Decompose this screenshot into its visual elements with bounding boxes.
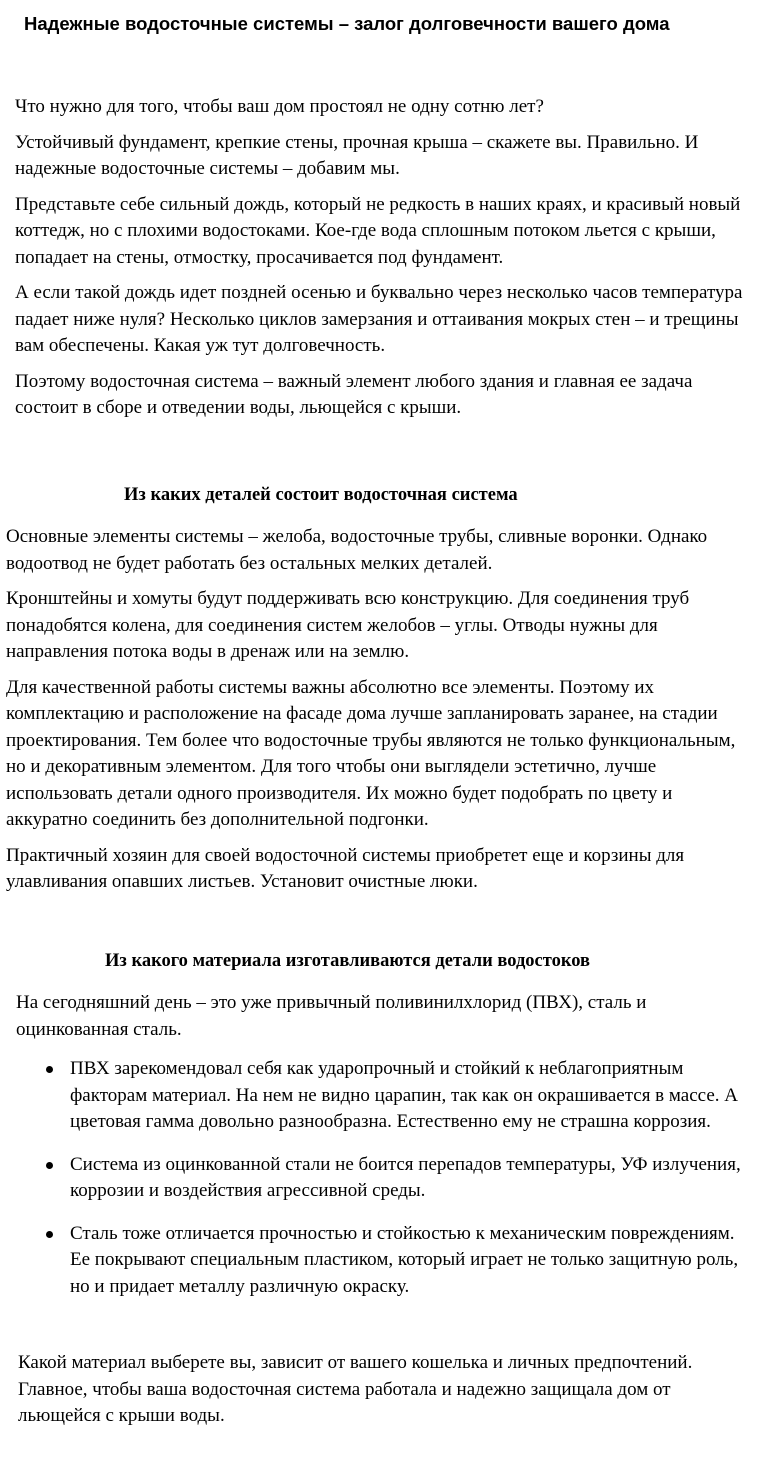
details-paragraph: Основные элементы системы – желоба, водосточные трубы, сливные воронки. Однако водоотвод не будет работать без остальных мелких деталей. bbox=[6, 526, 708, 574]
details-heading: Из каких деталей состоит водосточная система bbox=[124, 485, 518, 505]
intro-section bbox=[15, 94, 755, 422]
outro-paragraph: Какой материал выберете вы, зависит от вашего кошелька и личных предпочтений. Главное, чтобы ваша водосточная система работала и надежно защищала дом от льющейся с крыши воды. bbox=[18, 1352, 693, 1426]
intro-paragraph: Поэтому водосточная система – важный элемент любого здания и главная ее задача состоит в сборе и отведении воды, льющейся с крыши. bbox=[15, 370, 693, 418]
bullet-icon bbox=[46, 1231, 53, 1238]
intro-paragraph: А если такой дождь идет поздней осенью и буквально через несколько часов температура падает ниже нуля? Несколько циклов замерзания и оттаивания мокрых стен – и трещины вам обеспечены. Какая уж тут долговечность. bbox=[15, 282, 743, 356]
material-intro-section bbox=[16, 990, 756, 1043]
intro-paragraph: Устойчивый фундамент, крепкие стены, прочная крыша – скажете вы. Правильно. И надежные водосточные системы – добавим мы. bbox=[15, 131, 699, 179]
intro-paragraph: Что нужно для того, чтобы ваш дом простоял не одну сотню лет? bbox=[15, 96, 544, 117]
list-item bbox=[70, 1056, 750, 1136]
details-paragraph: Кронштейны и хомуты будут поддерживать всю конструкцию. Для соединения труб понадобятся колена, для соединения систем желобов – углы. Отводы нужны для направления потока воды в дренаж или на землю. bbox=[6, 588, 690, 662]
list-item-text: ПВХ зарекомендовал себя как ударопрочный и стойкий к неблагоприятным факторам материал. На нем не видно царапин, так как он окрашивается в массе. А цветовая гамма довольно разнообразна. Естественно ему не страшна коррозия. bbox=[70, 1058, 738, 1132]
outro-section bbox=[18, 1350, 748, 1430]
bullet-icon bbox=[46, 1066, 53, 1073]
page-title: Надежные водосточные системы – залог долговечности вашего дома bbox=[24, 13, 670, 34]
list-item bbox=[70, 1221, 750, 1301]
details-section bbox=[6, 524, 756, 896]
list-item bbox=[70, 1152, 750, 1205]
list-item-text: Сталь тоже отличается прочностью и стойкостью к механическим повреждениям. Ее покрывают специальным пластиком, который играет не только защитную роль, но и придает металлу различную окраску. bbox=[70, 1222, 739, 1297]
list-item-text: Система из оцинкованной стали не боится перепадов температуры, УФ излучения, коррозии и воздействия агрессивной среды. bbox=[70, 1153, 741, 1201]
details-paragraph: Практичный хозяин для своей водосточной системы приобретет еще и корзины для улавливания опавших листьев. Установит очистные люки. bbox=[6, 844, 685, 892]
material-intro-paragraph: На сегодняшний день – это уже привычный поливинилхлорид (ПВХ), сталь и оцинкованная сталь. bbox=[16, 992, 647, 1040]
material-bullet-list bbox=[70, 1056, 750, 1316]
material-heading: Из какого материала изготавливаются детали водостоков bbox=[105, 951, 591, 971]
details-paragraph: Для качественной работы системы важны абсолютно все элементы. Поэтому их комплектацию и расположение на фасаде дома лучше запланировать заранее, на стадии проектирования. Тем более что водосточные трубы являются не только функциональным, но и декоративным элементом. Для того чтобы они выглядели эстетично, лучше использовать детали одного производителя. Их можно будет подобрать по цвету и аккуратно соединить без дополнительной подгонки. bbox=[6, 676, 736, 830]
bullet-icon bbox=[46, 1162, 53, 1169]
intro-paragraph: Представьте себе сильный дождь, который не редкость в наших краях, и красивый новый коттедж, но с плохими водостоками. Кое-где вода сплошным потоком льется с крыши, попадает на стены, отмостку, просачивается под фундамент. bbox=[15, 193, 741, 268]
